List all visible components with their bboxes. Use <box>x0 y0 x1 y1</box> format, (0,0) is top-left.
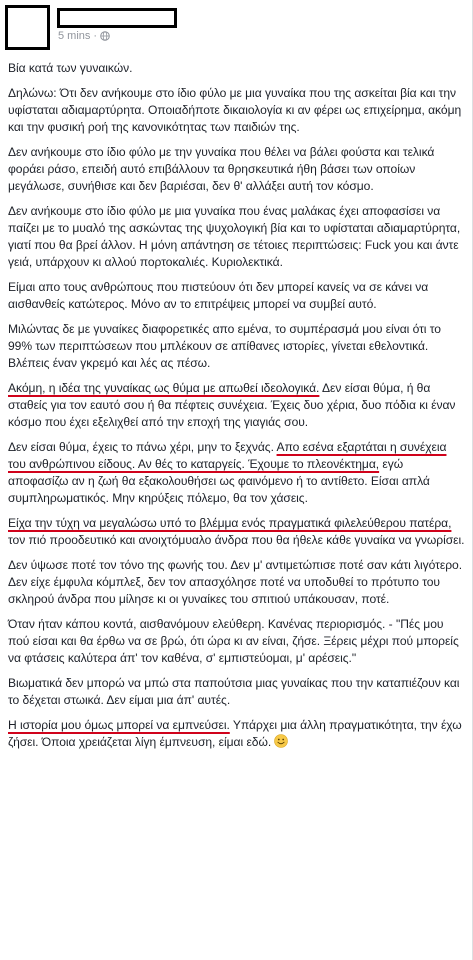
underlined-text: Είχα την τύχη να μεγαλώσω υπό το βλέμμα ενός πραγματικά φιλελεύθερου πατέρα, <box>8 516 452 530</box>
avatar[interactable] <box>5 5 50 50</box>
post-title: Βία κατά των γυναικών. <box>8 61 133 75</box>
paragraph-11: Βιωματικά δεν μπορώ να μπώ στα παπούτσια μιας γυναίκας που την καταπιέζουν και το δέχεται στωικά. Δεν είμαι μια άπ' αυτές. <box>8 676 460 707</box>
smiley-icon <box>274 734 288 748</box>
post-header <box>0 0 473 60</box>
paragraph-6 <box>8 380 466 431</box>
paragraph-1: Δηλώνω: Ότι δεν ανήκουμε στο ίδιο φύλο με μια γυναίκα που της ασκείται βία και την υφίσταται αδιαμαρτύρητα. Οποιαδήποτε δικαιολογία κι αν φέρει ως επιχείρημα, ακόμη και την φυσική ροή της κανονικότητας των παιδιών της. <box>8 86 462 134</box>
paragraph-text: Δεν είσαι θύμα, ή θα σταθείς για τον εαυτό σου ή θα πέφτεις συνέχεια. Έχεις δυο χέρια, δυο πόδια κι έναν κόσμο που έχει εξελιχθεί από την εποχή της γιαγιάς σου. <box>8 381 456 429</box>
paragraph-7 <box>8 439 466 507</box>
author-name-redacted[interactable] <box>57 8 177 28</box>
paragraph-12 <box>8 717 466 751</box>
paragraph-text: Υπάρχει μια άλλη πραγματικότητα, την έχω ζήσει. Όποια χρειάζεται λίγη έμπνευση, είμαι εδώ. <box>8 718 462 749</box>
paragraph-text: Δεν είσαι θύμα, έχεις το πάνω χέρι, μην το ξεχνάς. <box>8 440 277 454</box>
underlined-text: Ακόμη, η ιδέα της γυναίκας ως θύμα με απωθεί ιδεολογικά. <box>8 381 320 395</box>
underlined-text: Η ιστορία μου όμως μπορεί να εμπνεύσει. <box>8 718 230 732</box>
paragraph-10: Όταν ήταν κάπου κοντά, αισθανόμουν ελεύθερη. Κανένας περιορισμός. - "Πές μου πού είσαι και θα έρθω να σε βρώ, ότι ώρα κι αν είναι, ζήσε. Ξέρεις μέχρι πού μπορείς να φτάσεις καλύτερα άπ' τον καθένα, σ' εμπιστεύομαι, μ' αρέσεις." <box>8 617 459 665</box>
post-body <box>8 60 466 759</box>
paragraph-2: Δεν ανήκουμε στο ίδιο φύλο με την γυναίκα που θέλει να βάλει φούστα και τελικά φοράει ράσο, επειδή αυτό επιβάλλουν τα θρησκευτικά ήθη βάσει των οποίων μεγάλωσε, συνήθισε και δεν βαριέσαι, δεν θ' αλλάξει αυτή τον κόσμο. <box>8 145 435 193</box>
paragraph-text: εγώ αποφασίζω αν η ζωή θα εξακολουθήσει ως φαινόμενο ή το αντίθετο. Είσαι απλά συμπληρωματικός. Μην κηρύξεις πόλεμο, θα τον χάσεις. <box>8 457 430 505</box>
paragraph-8 <box>8 515 466 549</box>
paragraph-4: Είμαι απο τους ανθρώπους που πιστεύουν ότι δεν μπορεί κανείς να σε κάνει να αισθανθείς κατώτερος. Μόνο αν το επιτρέψεις μπορεί να συμβεί αυτό. <box>8 280 429 311</box>
paragraph-3: Δεν ανήκουμε στο ίδιο φύλο με μια γυναίκα που ένας μαλάκας έχει αποφασίσει να παίζει με το μυαλό της ασκώντας της ψυχολογική βία και το υφίσταται αδιαμαρτύρητα, γιατί που θα βρεί άλλον. Η μόνη απάντηση σε τέτοιες περιπτώσεις: Fuck you και άντε γειά, υπάρχουν κι αλλού πορτοκαλιές. Κυριολεκτικά. <box>8 204 461 269</box>
paragraph-9: Δεν ύψωσε ποτέ τον τόνο της φωνής του. Δεν μ' αντιμετώπισε ποτέ σαν κάτι λιγότερο. Δεν είχε έμφυλα κόμπλεξ, δεν τον απασχόλησε ποτέ να υποδυθεί το πρότυπο του σκληρού άνδρα που μίλησε κι οι γυναίκες του σπιτιού υπάκουσαν, ποτέ. <box>8 558 463 606</box>
timestamp-link[interactable]: 5 mins <box>58 30 91 42</box>
globe-icon[interactable] <box>100 31 110 41</box>
underlined-text: Απο εσένα εξαρτάται η συνέχεια του ανθρώπινου είδους. Αν θές το καταργείς. Έχουμε το πλεονέκτημα, <box>8 440 447 471</box>
paragraph-text: τον πιό προοδευτικό και ανοιχτόμυαλο άνδρα που θα ήθελε κάθε γυναίκα να γνωρίσει. <box>8 533 465 547</box>
paragraph-5: Μιλώντας δε με γυναίκες διαφορετικές απο εμένα, το συμπέρασμά μου είναι ότι το 99% των περιπτώσεων που μπλέκουν σε απίθανες ιστορίες, γίνεται εθελοντικά. Βλέπεις έναν γκρεμό και λές ας πέσω. <box>8 322 441 370</box>
post-meta: 5 mins · <box>58 30 110 42</box>
